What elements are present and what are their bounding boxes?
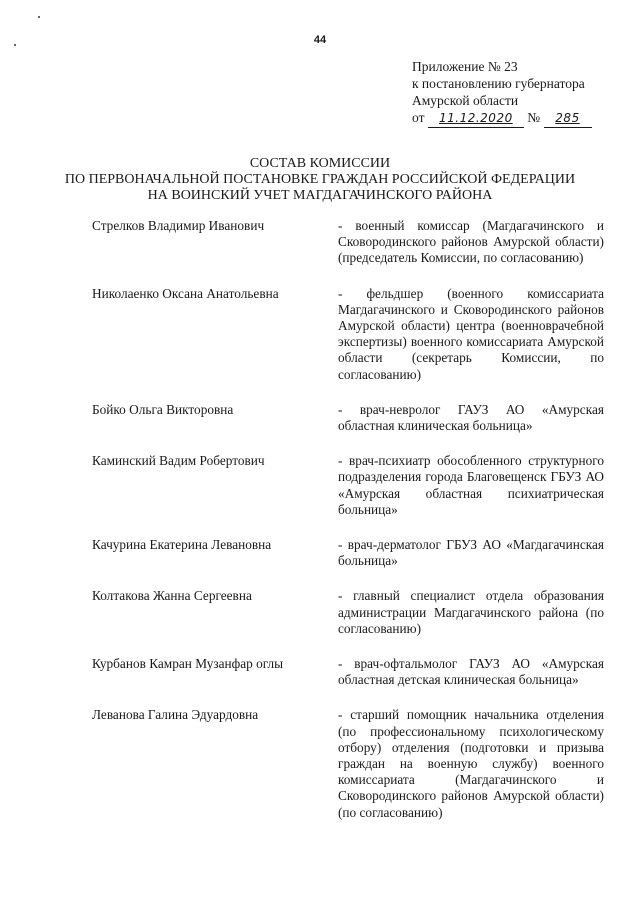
member-role: - врач-офтальмолог ГАУЗ АО «Амурская областная детская клиническая больница» bbox=[338, 656, 604, 688]
member-row bbox=[92, 656, 604, 688]
appendix-title: Приложение № 23 bbox=[412, 59, 518, 74]
member-role: - фельдшер (военного комиссариата Магдагачинского и Сковородинского районов Амурской области) центра (военноврачебной экспертизы) военного комиссариата Амурской области (секретарь Комиссии, по согласованию) bbox=[338, 285, 604, 382]
date-blank bbox=[428, 109, 524, 128]
number-blank bbox=[544, 109, 592, 128]
commission-members-list bbox=[92, 218, 604, 840]
title-line-2: ПО ПЕРВОНАЧАЛЬНОЙ ПОСТАНОВКЕ ГРАЖДАН РОССИЙСКОЙ ФЕДЕРАЦИИ bbox=[64, 172, 576, 187]
document-title bbox=[0, 156, 640, 204]
member-role: - военный комиссар (Магдагачинского и Сковородинского районов Амурской области) (председатель Комиссии, по согласованию) bbox=[338, 218, 604, 266]
member-name: Николаенко Оксана Анатольевна bbox=[92, 285, 279, 301]
appendix-region: Амурской области bbox=[412, 93, 519, 108]
member-row bbox=[92, 286, 604, 383]
appendix-date-number bbox=[412, 109, 592, 128]
number-label: № bbox=[527, 110, 541, 125]
member-role: - врач-дерматолог ГБУЗ АО «Магдагачинская больница» bbox=[338, 537, 604, 569]
handwritten-number: 285 bbox=[555, 111, 580, 125]
member-row bbox=[92, 402, 604, 434]
title-line-1: СОСТАВ КОМИССИИ bbox=[249, 156, 391, 171]
appendix-resolution: к постановлению губернатора bbox=[412, 76, 585, 91]
member-name: Стрелков Владимир Иванович bbox=[92, 218, 265, 233]
member-row bbox=[92, 218, 604, 267]
page-number: 44 bbox=[313, 34, 327, 46]
from-label: от bbox=[412, 110, 425, 125]
member-role: - врач-психиатр обособленного структурного подразделения города Благовещенск ГБУЗ АО «Амурская областная психиатрическая больница» bbox=[338, 453, 604, 517]
member-role: - врач-невролог ГАУЗ АО «Амурская областная клиническая больница» bbox=[338, 401, 604, 434]
member-row bbox=[92, 453, 604, 518]
member-row bbox=[92, 707, 604, 820]
handwritten-date: 11.12.2020 bbox=[439, 111, 513, 125]
member-role: - старший помощник начальника отделения (по профессиональному психологическому отбору) отделения (подготовки и призыва граждан на военную службу) военного комиссариата (Магдагачинского и Сковородинского районов Амурской области) (по согласованию) bbox=[338, 707, 604, 820]
member-name: Курбанов Камран Музанфар оглы bbox=[92, 656, 284, 672]
member-name: Колтакова Жанна Сергеевна bbox=[92, 588, 252, 604]
member-name: Каминский Вадим Робертович bbox=[92, 453, 265, 469]
scan-speck bbox=[38, 16, 40, 18]
appendix-block bbox=[412, 58, 592, 128]
member-row bbox=[92, 588, 604, 637]
title-line-3: НА ВОИНСКИЙ УЧЕТ МАГДАГАЧИНСКОГО РАЙОНА bbox=[147, 188, 493, 203]
member-name: Бойко Ольга Викторовна bbox=[92, 401, 234, 417]
member-name: Леванова Галина Эдуардовна bbox=[92, 707, 259, 723]
member-row bbox=[92, 537, 604, 569]
member-name: Качурина Екатерина Левановна bbox=[92, 537, 272, 553]
member-role: - главный специалист отдела образования администрации Магдагачинского района (по согласованию) bbox=[338, 588, 604, 636]
